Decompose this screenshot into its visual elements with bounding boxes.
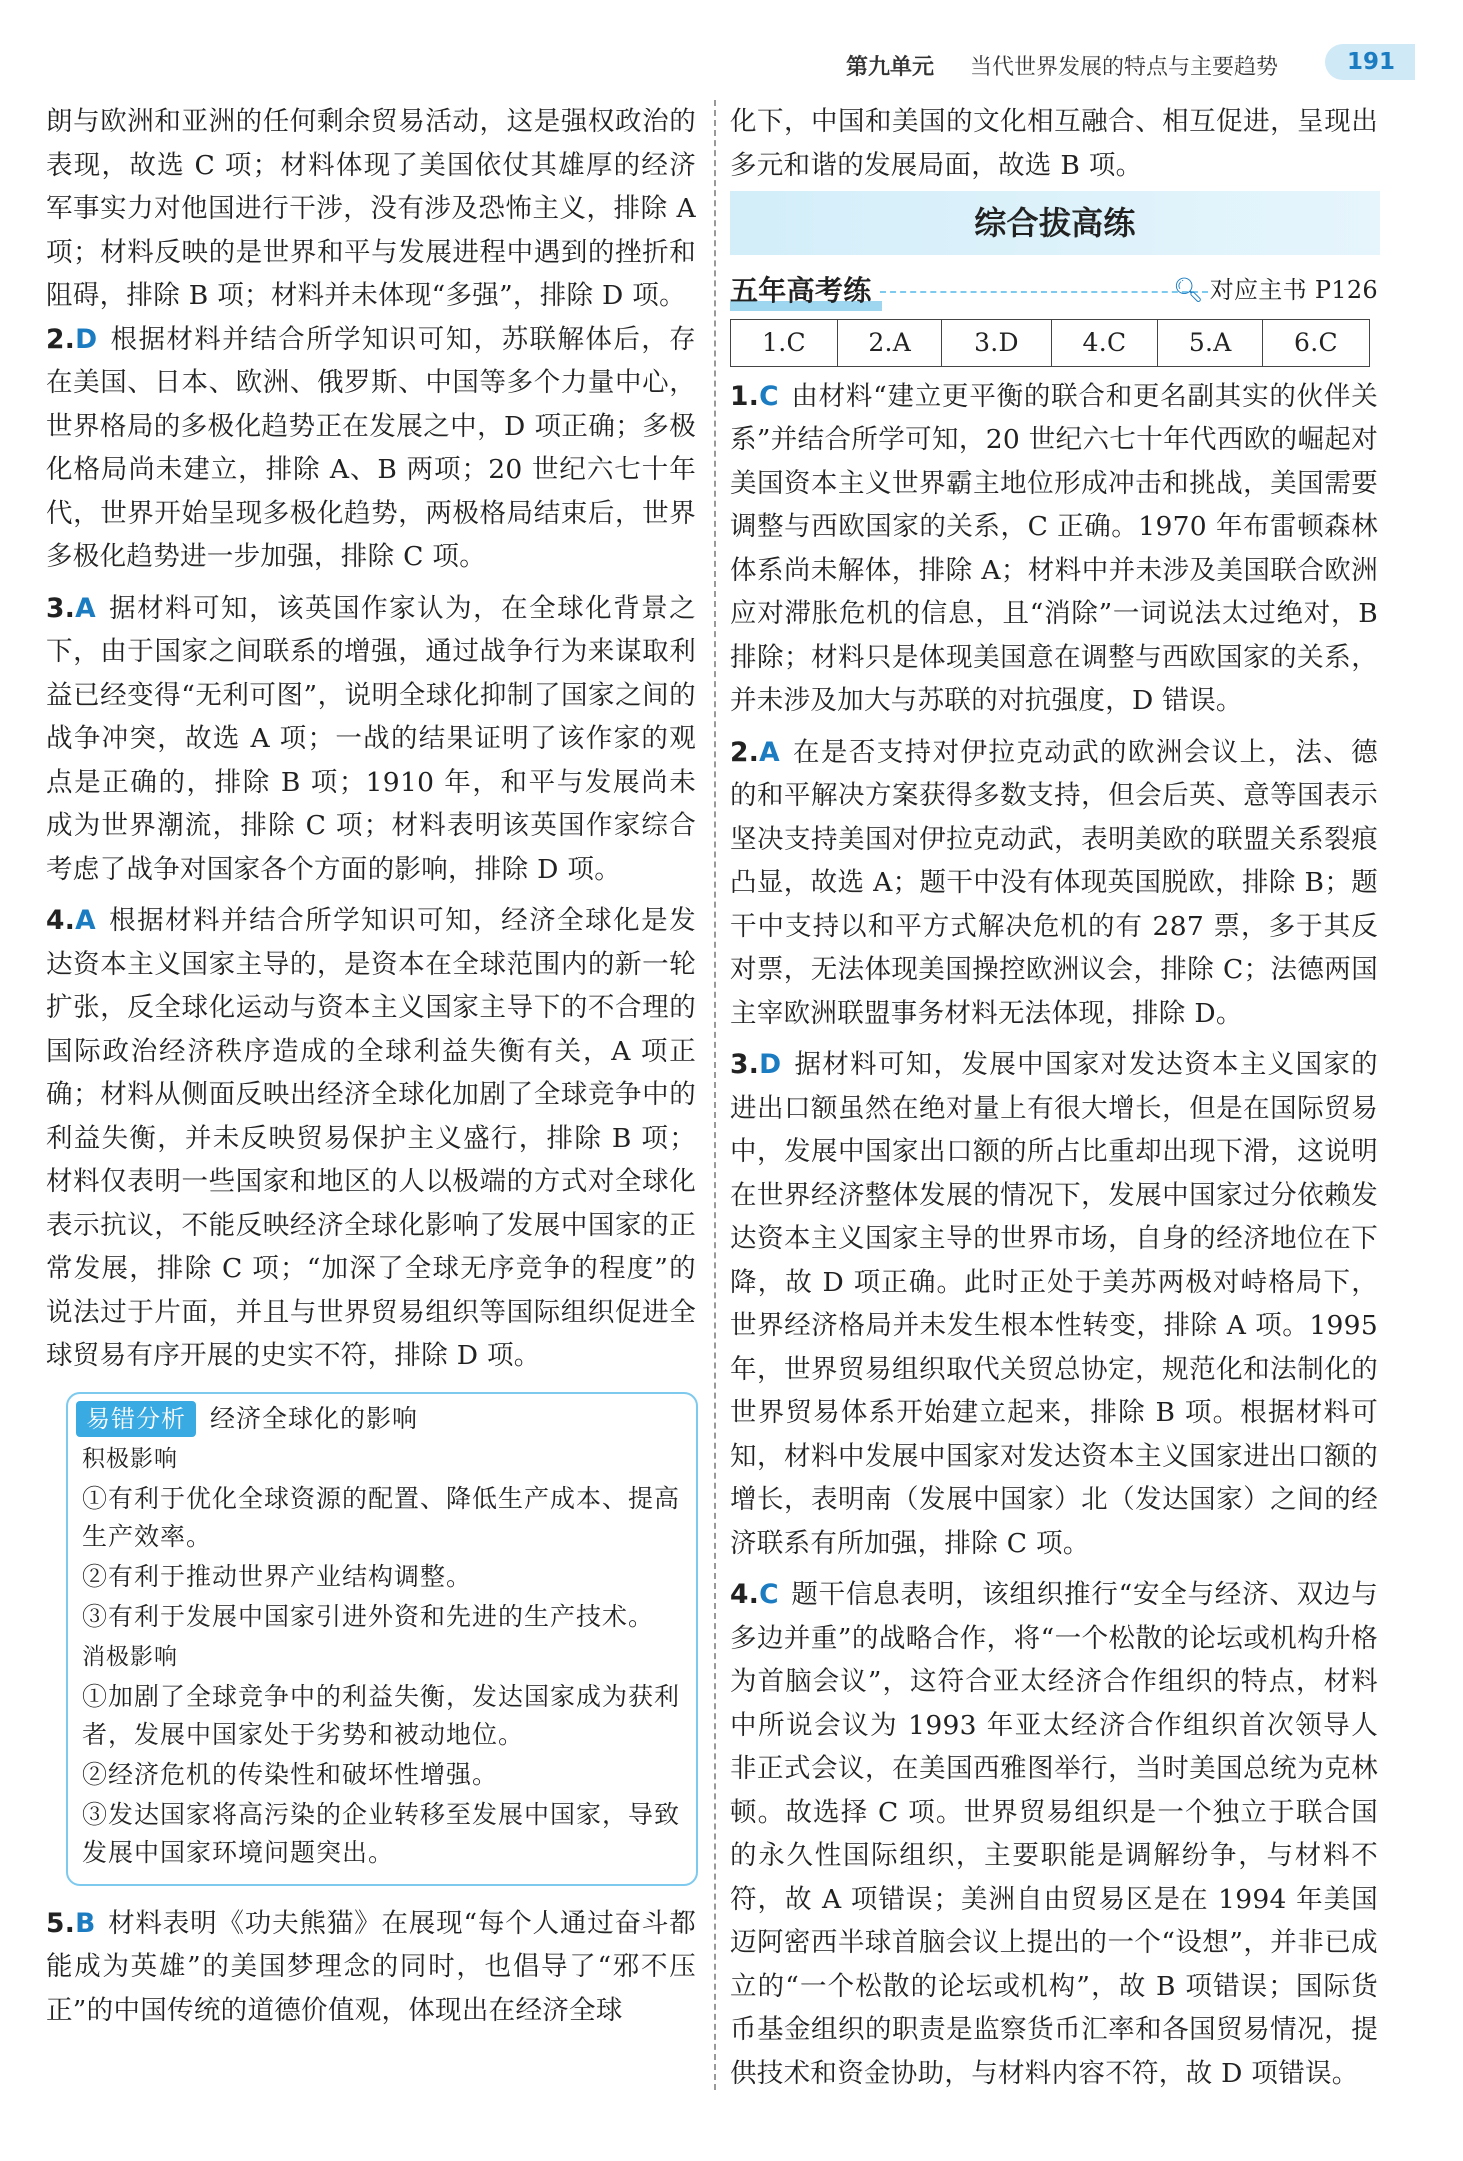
item-answer: C xyxy=(759,1579,779,1610)
item-number: 3. xyxy=(730,1049,760,1080)
item-answer: A xyxy=(759,736,780,768)
left-column xyxy=(46,100,696,2040)
item-number: 4. xyxy=(730,1579,760,1610)
answer-cell: 6.C xyxy=(1263,320,1370,367)
section-title: 综合拔高练 xyxy=(730,191,1380,255)
page-header xyxy=(0,0,1463,80)
answer-item-r2 xyxy=(730,731,1378,1036)
item-number: 2. xyxy=(730,736,760,768)
answer-item-r3 xyxy=(730,1043,1378,1565)
positive-point: ①有利于优化全球资源的配置、降低生产成本、提高生产效率。 xyxy=(82,1483,681,1551)
column-divider xyxy=(714,100,716,2090)
negative-label: 消极影响 xyxy=(82,1643,178,1670)
item-number: 5. xyxy=(46,1907,76,1939)
item-number: 4. xyxy=(46,905,76,936)
item-answer: D xyxy=(75,323,98,355)
page-number: 191 xyxy=(1325,44,1415,80)
error-analysis-title: 经济全球化的影响 xyxy=(210,1403,419,1433)
positive-point: ③有利于发展中国家引进外资和先进的生产技术。 xyxy=(82,1601,655,1631)
negative-point: ②经济危机的传染性和破坏性增强。 xyxy=(82,1759,499,1789)
gaokao-title: 五年高考练 xyxy=(730,269,872,313)
answer-item-3 xyxy=(46,587,696,892)
item-answer: A xyxy=(75,905,96,936)
item-answer: D xyxy=(759,1049,782,1080)
answer-cell: 2.A xyxy=(837,320,942,367)
item-text: 由材料“建立更平衡的联合和更名副其实的伙伴关系”并结合所学可知，20 世纪六七十年代西欧的崛起对美国资本主义世界霸主地位形成冲击和挑战，美国需要调整与西欧国家的关系，C 正确。1970 年布雷顿森林体系尚未解体，排除 A；材料中并未涉及美国联合欧洲应对滞胀危机的信息，且“消除”一词说法太过绝对，B 排除；材料只是体现美国意在调整与西欧国家的关系，并未涉及加大与苏联的对抗强度，D 错误。 xyxy=(730,380,1378,716)
error-analysis-tag: 易错分析 xyxy=(76,1401,196,1437)
item-text: 据材料可知，该英国作家认为，在全球化背景之下，由于国家之间联系的增强，通过战争行为来谋取利益已经变得“无利可图”，说明全球化抑制了国家之间的战争冲突，故选 A 项；一战的结果证明了该作家的观点是正确的，排除 B 项；1910 年，和平与发展尚未成为世界潮流，排除 C 项；材料表明该英国作家综合考虑了战争对国家各个方面的影响，排除 D 项。 xyxy=(46,592,696,885)
answer-item-5 xyxy=(46,1902,696,2033)
reference-text: 对应主书 P126 xyxy=(1209,276,1378,304)
unit-label: 第九单元 xyxy=(846,55,935,80)
right-intro: 化下，中国和美国的文化相互融合、相互促进，呈现出多元和谐的发展局面，故选 B 项。 xyxy=(730,106,1378,181)
negative-point: ③发达国家将高污染的企业转移至发展中国家，导致发展中国家环境问题突出。 xyxy=(82,1799,681,1867)
answer-item-r1 xyxy=(730,375,1378,723)
item-text: 据材料可知，发展中国家对发达资本主义国家的进出口额虽然在绝对量上有很大增长，但是在国际贸易中，发展中国家出口额的所占比重却出现下滑，这说明在世界经济整体发展的情况下，发展中国家过分依赖发达资本主义国家主导的世界市场，自身的经济地位在下降，故 D 项正确。此时正处于美苏两极对峙格局下，世界经济格局并未发生根本性转变，排除 A 项。1995 年，世界贸易组织取代关贸总协定，规范化和法制化的世界贸易体系开始建立起来，排除 B 项。根据材料可知，材料中发展中国家对发达资本主义国家进出口额的增长，表明南（发展中国家）北（发达国家）之间的经济联系有所加强，排除 C 项。 xyxy=(730,1049,1378,1559)
answer-cell: 5.A xyxy=(1158,320,1263,367)
answer-table xyxy=(730,319,1370,367)
item-answer: B xyxy=(75,1907,96,1939)
right-column xyxy=(730,100,1378,2103)
item-answer: A xyxy=(75,592,96,624)
error-analysis-box xyxy=(66,1392,698,1886)
answer-item-2 xyxy=(46,318,696,579)
unit-subtitle: 当代世界发展的特点与主要趋势 xyxy=(970,55,1279,80)
magnifier-icon: 🔍︎ xyxy=(1172,276,1204,304)
item-text: 根据材料并结合所学知识可知，苏联解体后，存在美国、日本、欧洲、俄罗斯、中国等多个力量中心，世界格局的多极化趋势正在发展之中，D 项正确；多极化格局尚未建立，排除 A、B 两项；20 世纪六七十年代，世界开始呈现多极化趋势，两极格局结束后，世界多极化趋势进一步加强，排除 C 项。 xyxy=(46,323,696,572)
item-text: 在是否支持对伊拉克动武的欧洲会议上，法、德的和平解决方案获得多数支持，但会后英、意等国表示坚决支持美国对伊拉克动武，表明美欧的联盟关系裂痕凸显，故选 A；题干中没有体现英国脱欧，排除 B；题干中支持以和平方式解决危机的有 287 票，多于其反对票，无法体现美国操控欧洲议会，排除 C；法德两国主宰欧洲联盟事务材料无法体现，排除 D。 xyxy=(730,736,1378,1029)
negative-point: ①加剧了全球竞争中的利益失衡，发达国家成为获利者，发展中国家处于劣势和被动地位。 xyxy=(82,1681,681,1749)
dashed-rule xyxy=(880,291,1208,293)
answer-cell: 3.D xyxy=(942,320,1051,367)
answer-cell: 1.C xyxy=(731,320,838,367)
item-text: 题干信息表明，该组织推行“安全与经济、双边与多边并重”的战略合作，将“一个松散的论坛或机构升格为首脑会议”，这符合亚太经济合作组织的特点，材料中所说会议为 1993 年亚太经济合作组织首次领导人非正式会议，在美国西雅图举行，当时美国总统为克林顿。故选择 C 项。世界贸易组织是一个独立于联合国的永久性国际组织，主要职能是调解纷争，与材料不符，故 A 项错误；美洲自由贸易区是在 1994 年美国迈阿密西半球首脑会议上提出的一个“设想”，并非已成立的“一个松散的论坛或机构”，故 B 项错误；国际货币基金组织的职责是监察货币汇率和各国贸易情况，提供技术和资金协助，与材料内容不符，故 D 项错误。 xyxy=(730,1579,1378,2089)
answer-cell: 4.C xyxy=(1051,320,1158,367)
item-number: 3. xyxy=(46,592,76,624)
answer-item-r4 xyxy=(730,1573,1378,2095)
item-answer: C xyxy=(759,380,779,412)
item-number: 1. xyxy=(730,380,760,412)
item-text: 材料表明《功夫熊猫》在展现“每个人通过奋斗都能成为英雄”的美国梦理念的同时，也倡导了“邪不压正”的中国传统的道德价值观，体现出在经济全球 xyxy=(46,1907,696,2026)
positive-label: 积极影响 xyxy=(82,1445,178,1472)
positive-point: ②有利于推动世界产业结构调整。 xyxy=(82,1561,473,1591)
item-text: 根据材料并结合所学知识可知，经济全球化是发达资本主义国家主导的，是资本在全球范围内的新一轮扩张，反全球化运动与资本主义国家主导下的不合理的国际政治经济秩序造成的全球利益失衡有关，A 项正确；材料从侧面反映出经济全球化加剧了全球竞争中的利益失衡，并未反映贸易保护主义盛行，排除 B 项；材料仅表明一些国家和地区的人以极端的方式对全球化表示抗议，不能反映经济全球化影响了发展中国家的正常发展，排除 C 项；“加深了全球无序竞争的程度”的说法过于片面，并且与世界贸易组织等国际组织促进全球贸易有序开展的史实不符，排除 D 项。 xyxy=(46,905,696,1371)
reference-note xyxy=(1173,269,1378,313)
answer-item-4 xyxy=(46,899,696,1378)
left-intro: 朗与欧洲和亚洲的任何剩余贸易活动，这是强权政治的表现，故选 C 项；材料体现了美国依仗其雄厚的经济军事实力对他国进行干涉，没有涉及恐怖主义，排除 A 项；材料反映的是世界和平与发展进程中遇到的挫折和阻碍，排除 B 项；材料并未体现“多强”，排除 D 项。 xyxy=(46,106,696,311)
gaokao-header xyxy=(730,269,1378,313)
item-number: 2. xyxy=(46,323,76,355)
